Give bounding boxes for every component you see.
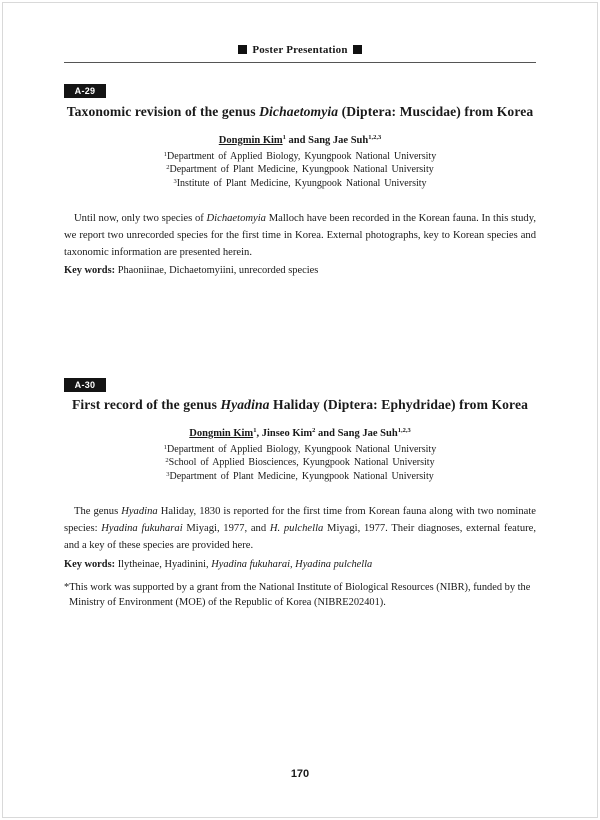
affiliation: $^3$Department of Plant Medicine, Kyungpook National University xyxy=(166,470,434,482)
author-list: Dongmin Kim$^1$ and Sang Jae Suh$^{1,2,3}$ xyxy=(218,134,382,146)
abstract-tag: A-29 xyxy=(64,84,106,98)
abstract-body: The genus Hyadina Haliday, 1830 is reported for the first time from Korean fauna along with two nominate species: Hyadina fukuharai Miyagi, 1977, and H. pulchella Miyagi, 1977. Their diagnoses, external feature, and a key of these species are provided here. xyxy=(64,506,536,551)
keywords: Key words: Ilytheinae, Hyadinini, Hyadina fukuharai, Hyadina pulchella xyxy=(64,559,373,570)
genus-name: Dichaetomyia xyxy=(259,104,339,119)
section-header-title: Poster Presentation xyxy=(252,44,348,56)
affiliation-list xyxy=(64,443,536,483)
abstract-title: Taxonomic revision of the genus Dichaetomyia (Diptera: Muscidae) from Korea xyxy=(66,104,534,119)
author: Jinseo Kim xyxy=(261,428,313,439)
square-bullet-icon xyxy=(353,45,362,54)
keywords-label: Key words: xyxy=(64,265,116,276)
abstract-title: First record of the genus Hyadina Haliday (Diptera: Ephydridae) from Korea xyxy=(72,397,528,412)
section-header xyxy=(64,44,536,56)
author: Sang Jae Suh xyxy=(308,135,369,146)
abstract-body: Until now, only two species of Dichaetomyia Malloch have been recorded in the Korean fauna. In this study, we report two unrecorded species for the first time in Korea. External photographs, key to Korean species and taxonomic information are presented herein. xyxy=(64,213,536,258)
affiliation: $^2$Department of Plant Medicine, Kyungpook National University xyxy=(166,164,434,176)
affiliation: $^1$Department of Applied Biology, Kyungpook National University xyxy=(163,151,437,162)
affiliation: $^2$School of Applied Biosciences, Kyungpook National University xyxy=(165,457,435,469)
presenting-author: Dongmin Kim xyxy=(218,135,283,146)
funding-note: *This work was supported by a grant from the National Institute of Biological Resources (NIBR), funded by the Ministry of Environment (MOE) of the Republic of Korea (NIBRE202401). xyxy=(64,582,531,608)
square-bullet-icon xyxy=(238,45,247,54)
page-number: 170 xyxy=(290,768,310,780)
author-list: Dongmin Kim$^1$, Jinseo Kim$^2$ and Sang Jae Suh$^{1,2,3}$ xyxy=(189,427,411,439)
affiliation: $^1$Department of Applied Biology, Kyungpook National University xyxy=(163,444,437,455)
abstract-tag: A-30 xyxy=(64,378,106,392)
header-rule xyxy=(64,62,536,63)
author: Sang Jae Suh xyxy=(337,428,398,439)
affiliation: $^3$Institute of Plant Medicine, Kyungpook National University xyxy=(173,177,427,189)
genus-name: Hyadina xyxy=(220,397,270,412)
keywords-label: Key words: xyxy=(64,559,116,570)
affiliation-list xyxy=(64,150,536,190)
keywords: Key words: Phaoniinae, Dichaetomyiini, unrecorded species xyxy=(64,265,319,276)
presenting-author: Dongmin Kim xyxy=(189,428,254,439)
